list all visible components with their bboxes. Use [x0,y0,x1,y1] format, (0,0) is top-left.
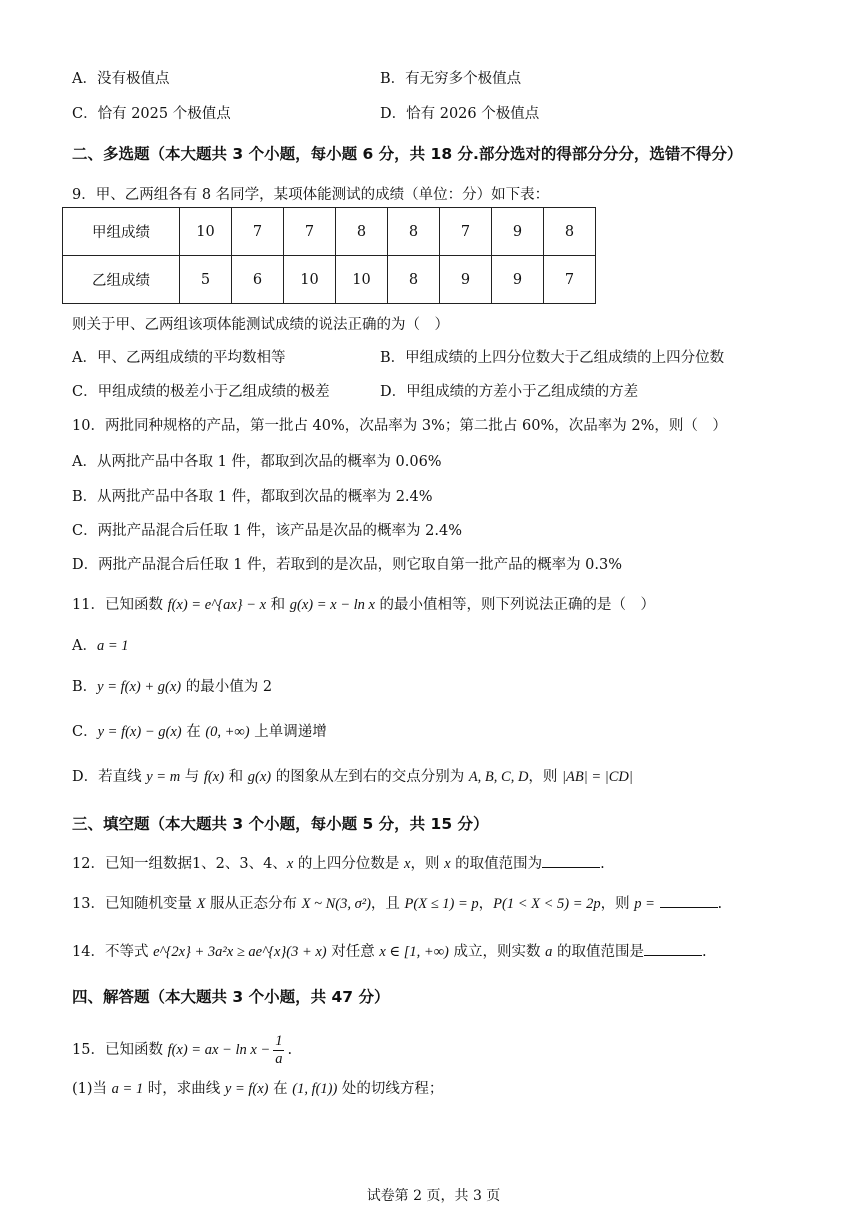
q11-option-c [72,720,327,741]
q12-var: x [286,856,294,872]
option-math: A, B, C, D [468,769,529,785]
q15-text: 处的切线方程； [337,1081,444,1097]
table-cell: 7 [440,208,492,256]
q13-text: ，则 [600,896,635,912]
option-text: 和 [224,769,248,785]
option-text: 在 [181,724,206,740]
q9-option-b: B．甲组成绩的上四分位数大于乙组成绩的上四分位数 [380,350,725,366]
q11-option-b [72,675,272,696]
q12-text: 的上四分位数是 [293,856,405,872]
answer-blank[interactable] [542,853,600,868]
q15-part1 [72,1077,443,1098]
option-interval: (0, +∞) [205,724,250,740]
table-cell: 8 [544,208,596,256]
q12-text: 的取值范围为 [450,856,543,872]
q10-option-a: A．从两批产品中各取 1 件，都取到次品的概率为 0.06% [72,454,442,470]
q13-stem [72,892,722,913]
score-table [62,207,596,304]
q10-option-c: C．两批产品混合后任取 1 件，该产品是次品的概率为 2.4% [72,523,462,539]
q14-text: 对任意 [326,944,380,960]
option-text: 与 [180,769,204,785]
q13-text: ，且 [370,896,405,912]
q10-stem: 10．两批同种规格的产品，第一批占 40%，次品率为 3%；第二批占 60%，次品率为 2%，则（ ） [72,418,727,434]
option-label: A． [72,638,97,654]
q15-math: (1, f(1)) [292,1081,338,1097]
table-cell: 7 [544,256,596,304]
option-text: D．若直线 [72,769,147,785]
option-math: |AB| = |CD| [562,769,633,785]
q15-fraction [273,1033,284,1067]
option-math: a = 1 [96,638,129,654]
q11-stem-post: 的最小值相等，则下列说法正确的是（ ） [374,597,656,613]
q14-inequality: e^{2x} + 3a²x ≥ ae^{x}(3 + x) [153,944,327,960]
table-cell: 7 [284,208,336,256]
q14-text: 的取值范围是 [552,944,644,960]
q13-end: . [717,896,723,912]
section-heading-multiple-choice: 二、多选题（本大题共 3 个小题，每小题 6 分，共 18 分.部分选对的得部分分分，选错不得分） [72,145,743,163]
option-text: 的图象从左到右的交点分别为 [271,769,469,785]
q8-option-c: C．恰有 2025 个极值点 [72,106,231,122]
q12-var: x [444,856,451,872]
q8-option-d: D．恰有 2026 个极值点 [380,106,540,122]
q15-end: . [287,1042,293,1059]
fraction-denominator: a [275,1050,283,1067]
q15-text: 15．已知函数 [72,1042,168,1059]
fraction-numerator: 1 [275,1033,283,1049]
option-label: B． [72,679,98,695]
q9-option-c: C．甲组成绩的极差小于乙组成绩的极差 [72,384,330,400]
q13-prob1: P(X ≤ 1) = p [404,896,479,912]
q13-text: 服从正态分布 [205,896,302,912]
page-footer: 试卷第 2 页，共 3 页 [366,1188,501,1204]
q14-end: . [701,944,707,960]
q15-text: 在 [268,1081,293,1097]
table-cell: 9 [492,256,544,304]
table-cell: 8 [388,256,440,304]
table-cell: 7 [232,208,284,256]
q10-option-b: B．从两批产品中各取 1 件，都取到次品的概率为 2.4% [72,489,433,505]
q12-stem [72,852,605,873]
q13-var: X [196,896,206,912]
option-text: 的最小值为 2 [181,679,273,695]
q9-option-a: A．甲、乙两组成绩的平均数相等 [72,350,286,366]
q15-math: a = 1 [111,1081,144,1097]
q11-stem [72,593,655,614]
table-cell: 8 [336,208,388,256]
q11-g-definition: g(x) = x − ln x [289,597,375,613]
q13-prob2: P(1 < X < 5) = 2p [493,896,601,912]
section-heading-solutions: 四、解答题（本大题共 3 个小题，共 47 分） [72,988,390,1006]
table-cell: 10 [336,256,388,304]
option-math: g(x) [247,769,272,785]
table-row [63,208,596,256]
option-text: ，则 [528,769,563,785]
q14-text: 14．不等式 [72,944,154,960]
q15-stem [72,1033,292,1067]
table-cell: 9 [440,256,492,304]
table-cell: 5 [180,256,232,304]
answer-blank[interactable] [644,941,702,956]
q15-math: y = f(x) [224,1081,269,1097]
option-math: y = f(x) + g(x) [97,679,182,695]
q14-text: 成立，则实数 [448,944,546,960]
q8-option-b: B．有无穷多个极值点 [380,71,522,87]
table-row-label: 乙组成绩 [63,256,180,304]
q13-distribution: X ~ N(3, σ²) [301,896,371,912]
option-math: y = m [146,769,181,785]
section-heading-fill-in: 三、填空题（本大题共 3 个小题，每小题 5 分，共 15 分） [72,815,489,833]
q15-text: 时，求曲线 [143,1081,225,1097]
q14-stem [72,940,707,961]
table-cell: 10 [284,256,336,304]
table-cell: 8 [388,208,440,256]
table-row-label: 甲组成绩 [63,208,180,256]
option-math: y = f(x) − g(x) [97,724,182,740]
q12-end: . [600,856,605,872]
option-math: f(x) [203,769,225,785]
q11-stem-mid: 和 [266,597,290,613]
q10-option-d: D．两批产品混合后任取 1 件，若取到的是次品，则它取自第一批产品的概率为 0.3% [72,557,623,573]
q11-f-definition: f(x) = e^{ax} − x [167,597,267,613]
table-cell: 9 [492,208,544,256]
q14-domain: x ∈ [1, +∞) [379,944,449,960]
q8-option-a: A．没有极值点 [72,71,170,87]
q12-text: ，则 [410,856,445,872]
q13-pvar: p = [634,896,655,912]
option-label: C． [72,724,98,740]
q11-option-d [72,765,633,786]
q15-function: f(x) = ax − ln x − [167,1042,271,1059]
table-cell: 10 [180,208,232,256]
q9-option-d: D．甲组成绩的方差小于乙组成绩的方差 [380,384,639,400]
q13-text: 13．已知随机变量 [72,896,197,912]
table-row [63,256,596,304]
q11-stem-pre: 11．已知函数 [72,597,168,613]
q11-option-a [72,634,129,655]
q13-text: ， [478,896,494,912]
q12-var: x [404,856,411,872]
q9-question: 则关于甲、乙两组该项体能测试成绩的说法正确的为（ ） [72,317,449,333]
q15-text: (1)当 [72,1081,112,1097]
q12-text: 12．已知一组数据1、2、3、4、 [72,856,287,872]
q9-stem: 9．甲、乙两组各有 8 名同学，某项体能测试的成绩（单位：分）如下表： [72,187,550,203]
q14-var: a [545,944,553,960]
option-text: 上单调递增 [249,724,327,740]
answer-blank[interactable] [660,893,718,908]
table-cell: 6 [232,256,284,304]
